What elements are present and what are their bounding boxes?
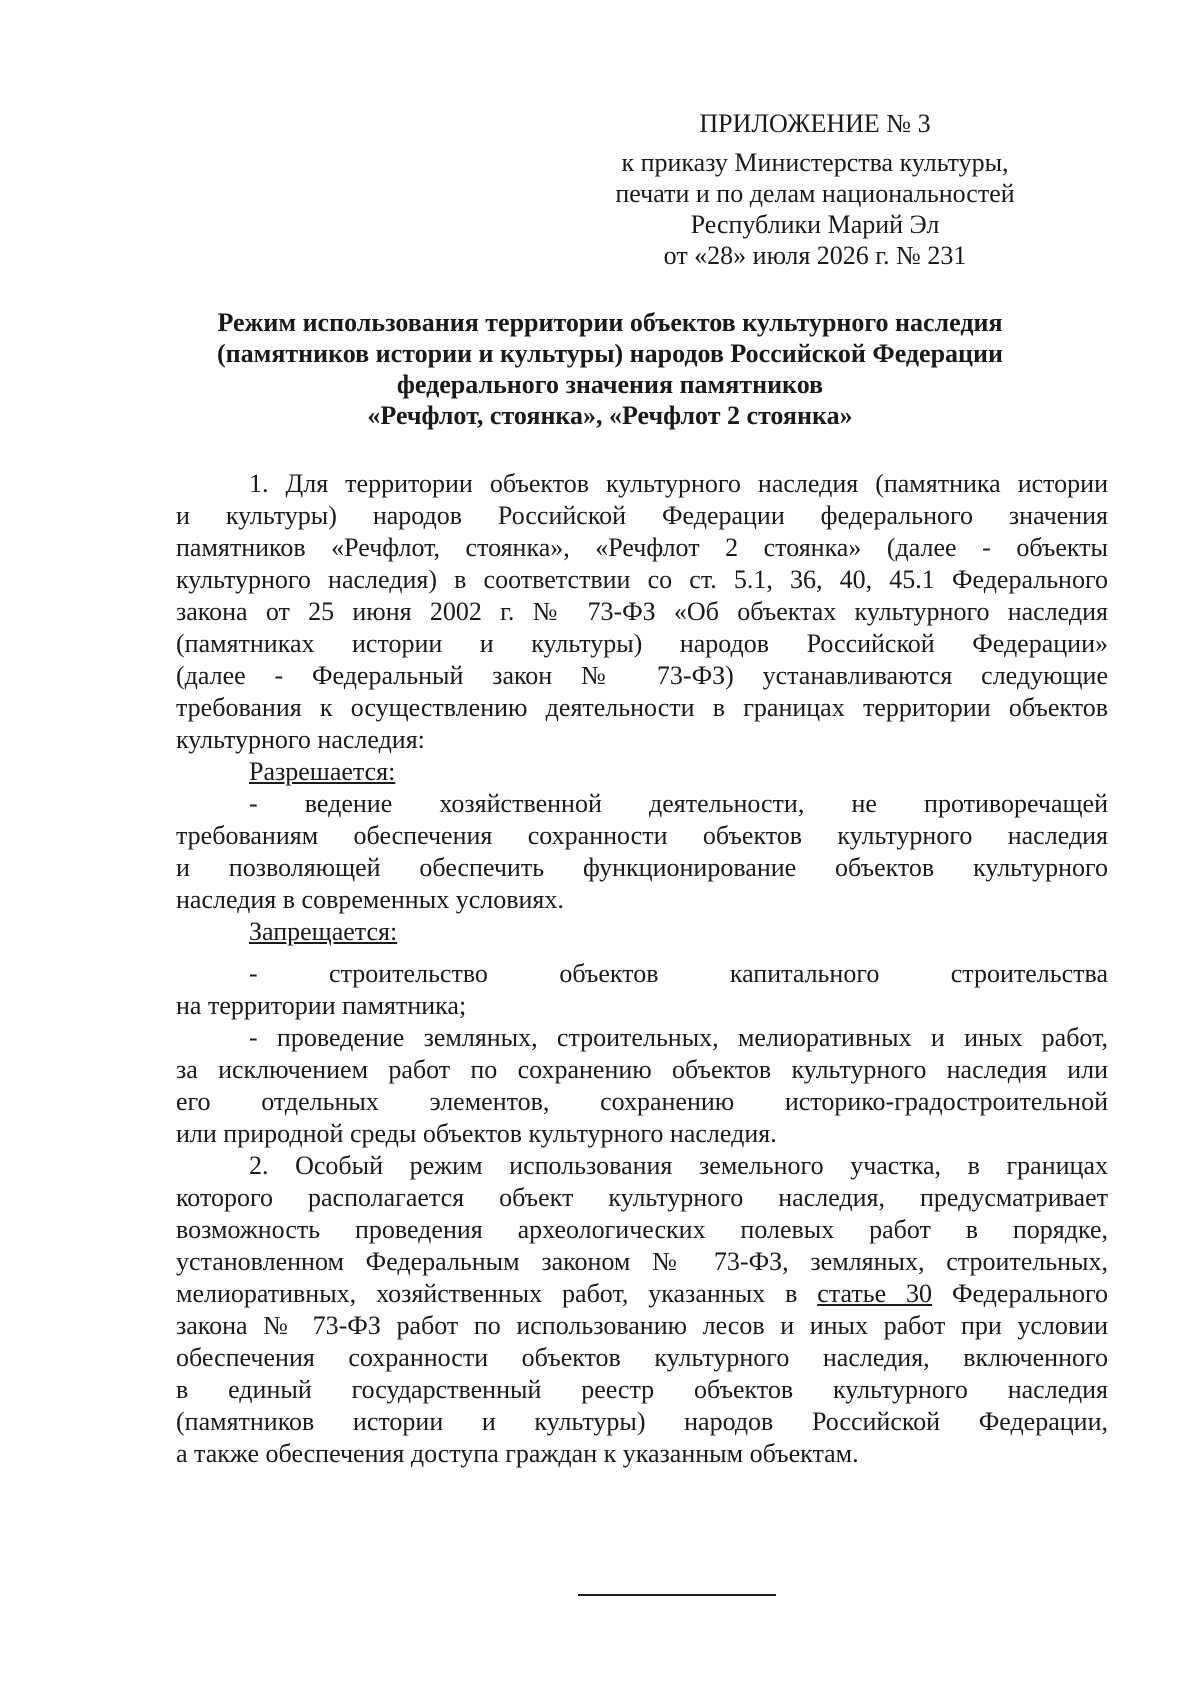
appendix-line: Республики Марий Эл [690,210,940,239]
text-line: закона от 25 июня 2002 г. № 73-ФЗ «Об объектах культурного наследия [176,597,1108,626]
document-title [150,307,1070,431]
text-line: 1. Для территории объектов культурного наследия (памятника истории [249,469,1108,498]
text-line: культурного наследия: [176,725,425,754]
text-line: требования к осуществлению деятельности в границах территории объектов [176,693,1108,722]
text-line: или природной среды объектов культурного наследия. [176,1119,777,1148]
text-line: (далее - Федеральный закон № 73-ФЗ) устанавливаются следующие [176,661,1108,690]
appendix-line: от «28» июля 2026 г. № 231 [663,241,967,270]
title-line: федерального значения памятников [396,370,824,399]
text-line: которого располагается объект культурного наследия, предусматривает [176,1183,1108,1212]
spacer [176,948,1108,958]
text-line: и культуры) народов Российской Федерации федерального значения [176,501,1108,530]
text-line: обеспечения сохранности объектов культурного наследия, включенного [176,1343,1108,1372]
text-line: требованиям обеспечения сохранности объектов культурного наследия [176,821,1108,850]
document-body [176,468,1108,1470]
end-separator-line [578,1594,776,1596]
text-line: его отдельных элементов, сохранению историко-градостроительной [176,1087,1108,1116]
paragraph-1 [176,468,1108,756]
paragraph-2 [176,1150,1108,1470]
text-line: - проведение земляных, строительных, мелиоративных и иных работ, [249,1023,1108,1052]
text-line: памятников «Речфлот, стоянка», «Речфлот 2 стоянка» (далее - объекты [176,533,1108,562]
text-line: на территории памятника; [176,991,467,1020]
text-line: мелиоративных, хозяйственных работ, указанных в статье 30 Федерального [176,1279,1108,1308]
allowed-heading: Разрешается: [249,757,396,786]
forbidden-heading: Запрещается: [249,917,398,946]
text-line: наследия в современных условиях. [176,885,564,914]
forbidden-item-2 [176,1022,1108,1150]
title-line: Режим использования территории объектов культурного наследия [217,308,1003,337]
title-line: «Речфлот, стоянка», «Речфлот 2 стоянка» [367,401,853,430]
appendix-line: печати и по делам национальностей [615,179,1015,208]
appendix-block [560,108,1070,271]
text-line: в единый государственный реестр объектов культурного наследия [176,1375,1108,1404]
text-line: и позволяющей обеспечить функционирование объектов культурного [176,853,1108,882]
text-line: а также обеспечения доступа граждан к указанным объектам. [176,1439,859,1468]
appendix-heading: ПРИЛОЖЕНИЕ № 3 [699,109,931,138]
text-line: закона № 73-ФЗ работ по использованию лесов и иных работ при условии [176,1311,1108,1340]
text-line: установленном Федеральным законом № 73-ФЗ, земляных, строительных, [176,1247,1108,1276]
text-line: (памятников истории и культуры) народов Российской Федерации, [176,1407,1108,1436]
text-line: - строительство объектов капитального строительства [249,959,1108,988]
allowed-item [176,788,1108,916]
title-line: (памятников истории и культуры) народов Российской Федерации [217,339,1003,368]
text-line: (памятниках истории и культуры) народов Российской Федерации» [176,629,1108,658]
text-line: - ведение хозяйственной деятельности, не противоречащей [249,789,1108,818]
text-line: 2. Особый режим использования земельного участка, в границах [249,1151,1108,1180]
appendix-line: к приказу Министерства культуры, [621,148,1009,177]
text-line: культурного наследия) в соответствии со ст. 5.1, 36, 40, 45.1 Федерального [176,565,1108,594]
text-line: за исключением работ по сохранению объектов культурного наследия или [176,1055,1108,1084]
text-line: возможность проведения археологических полевых работ в порядке, [176,1215,1108,1244]
article-30-link[interactable]: статье 30 [817,1279,933,1308]
forbidden-item-1 [176,958,1108,1022]
